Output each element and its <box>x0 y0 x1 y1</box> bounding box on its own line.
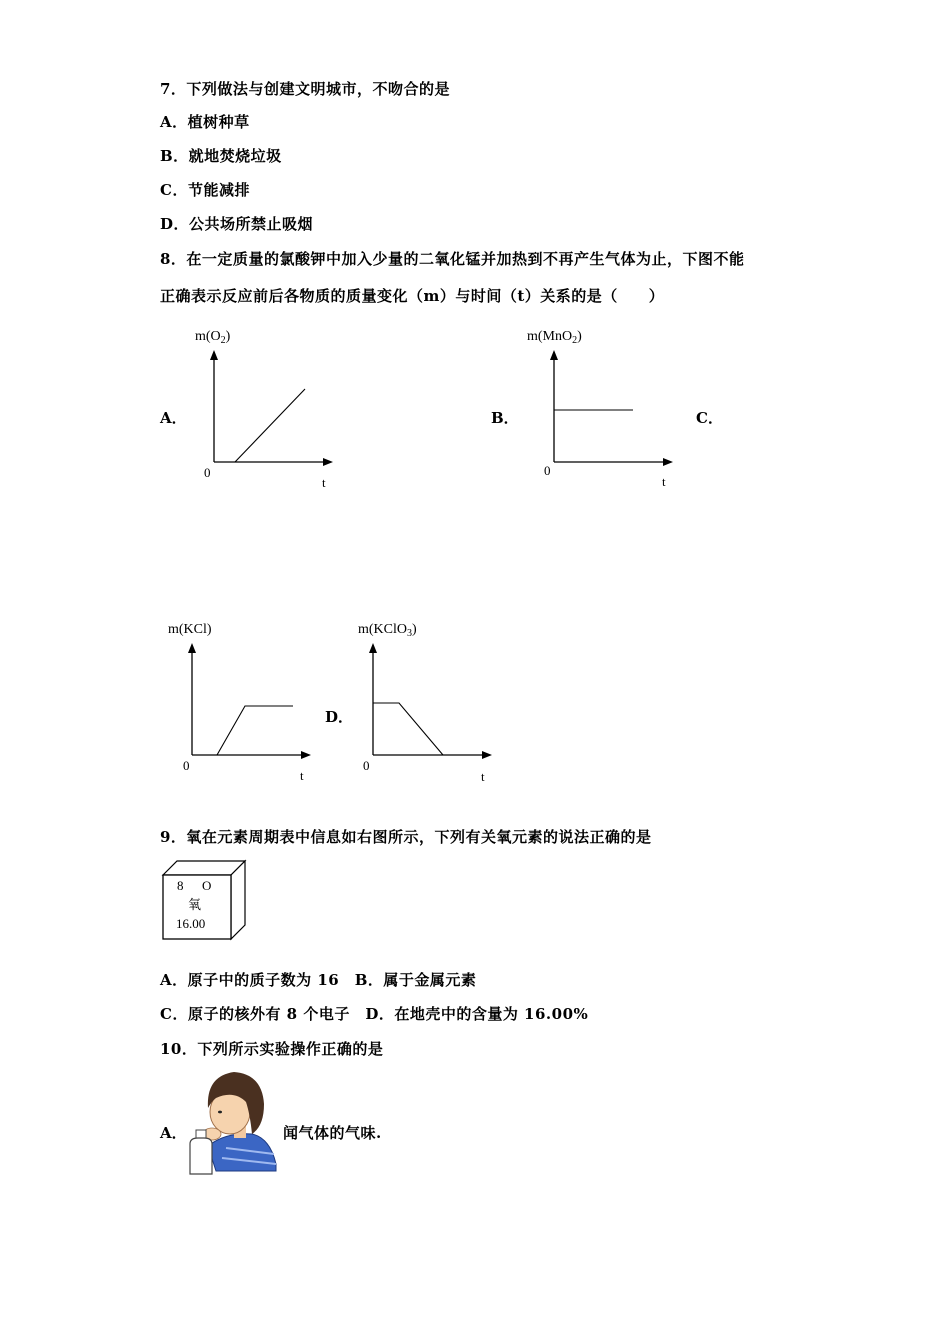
graph-b-origin: 0 <box>544 463 551 478</box>
graph-c-ylabel: m(KCl) <box>168 622 212 637</box>
q7-option-a: A．植树种草 <box>160 113 250 131</box>
graph-b-y-arrow <box>550 350 558 360</box>
q9-options-line2: C．原子的核外有 8 个电子 D．在地壳中的含量为 16.00% <box>160 1005 589 1023</box>
graph-d-kclo3 <box>345 615 505 790</box>
graph-c-y-arrow <box>188 643 196 653</box>
graph-d-xlabel: t <box>481 769 485 784</box>
graph-d-origin: 0 <box>363 758 370 773</box>
graph-c-kcl <box>165 615 325 790</box>
q8-stem-line2: 正确表示反应前后各物质的质量变化（m）与时间（t）关系的是（ ） <box>160 287 665 305</box>
q8-stem-line1: 8．在一定质量的氯酸钾中加入少量的二氧化锰并加热到不再产生气体为止，下图不能 <box>160 250 745 268</box>
graph-d-y-arrow <box>369 643 377 653</box>
oxygen-element-card <box>160 858 250 942</box>
q7-option-b: B．就地焚烧垃圾 <box>160 147 282 165</box>
graph-a-origin: 0 <box>204 465 211 480</box>
graph-b-mno2 <box>525 322 685 497</box>
q10-stem: 10．下列所示实验操作正确的是 <box>160 1040 384 1058</box>
graph-b-xlabel: t <box>662 474 666 489</box>
graph-b-ylabel: m(MnO$_2$) <box>527 329 582 346</box>
q9-options-line1: A．原子中的质子数为 16 B．属于金属元素 <box>160 971 477 989</box>
q7-option-c: C．节能减排 <box>160 181 250 199</box>
graph-c-curve <box>217 706 293 755</box>
graph-a-curve <box>235 389 305 462</box>
graph-d-x-arrow <box>482 751 492 759</box>
element-mass: 16.00 <box>176 916 206 931</box>
graph-c-xlabel: t <box>300 768 304 783</box>
q8-label-a: A． <box>160 409 187 427</box>
graph-a-o2 <box>185 322 345 497</box>
smelling-gas-illustration <box>186 1068 281 1178</box>
element-card-side <box>231 861 245 939</box>
graph-a-xlabel: t <box>322 475 326 490</box>
graph-b-x-arrow <box>663 458 673 466</box>
q8-label-c: C． <box>696 409 723 427</box>
q10-option-a-text: 闻气体的气味. <box>283 1124 382 1142</box>
q7-stem: 7．下列做法与创建文明城市，不吻合的是 <box>160 80 450 98</box>
q8-label-d: D． <box>325 708 354 726</box>
graph-c-x-arrow <box>301 751 311 759</box>
q9-stem: 9．氧在元素周期表中信息如右图所示，下列有关氧元素的说法正确的是 <box>160 828 652 846</box>
graph-a-x-arrow <box>323 458 333 466</box>
q8-label-b: B． <box>491 409 519 427</box>
graph-d-curve <box>373 703 443 755</box>
gas-bottle <box>190 1138 212 1174</box>
graph-a-y-arrow <box>210 350 218 360</box>
element-name: 氧 <box>188 897 202 912</box>
q10-label-a: A． <box>160 1124 187 1142</box>
graph-c-origin: 0 <box>183 758 190 773</box>
q7-option-d: D．公共场所禁止吸烟 <box>160 215 314 233</box>
element-atomic-number: 8 <box>177 878 184 893</box>
graph-a-ylabel: $m(O_2)$ <box>195 329 231 346</box>
graph-d-ylabel: m(KClO$_3$) <box>358 622 417 639</box>
element-symbol: O <box>202 878 212 893</box>
person-eye <box>218 1111 222 1114</box>
bottle-neck <box>196 1130 206 1138</box>
